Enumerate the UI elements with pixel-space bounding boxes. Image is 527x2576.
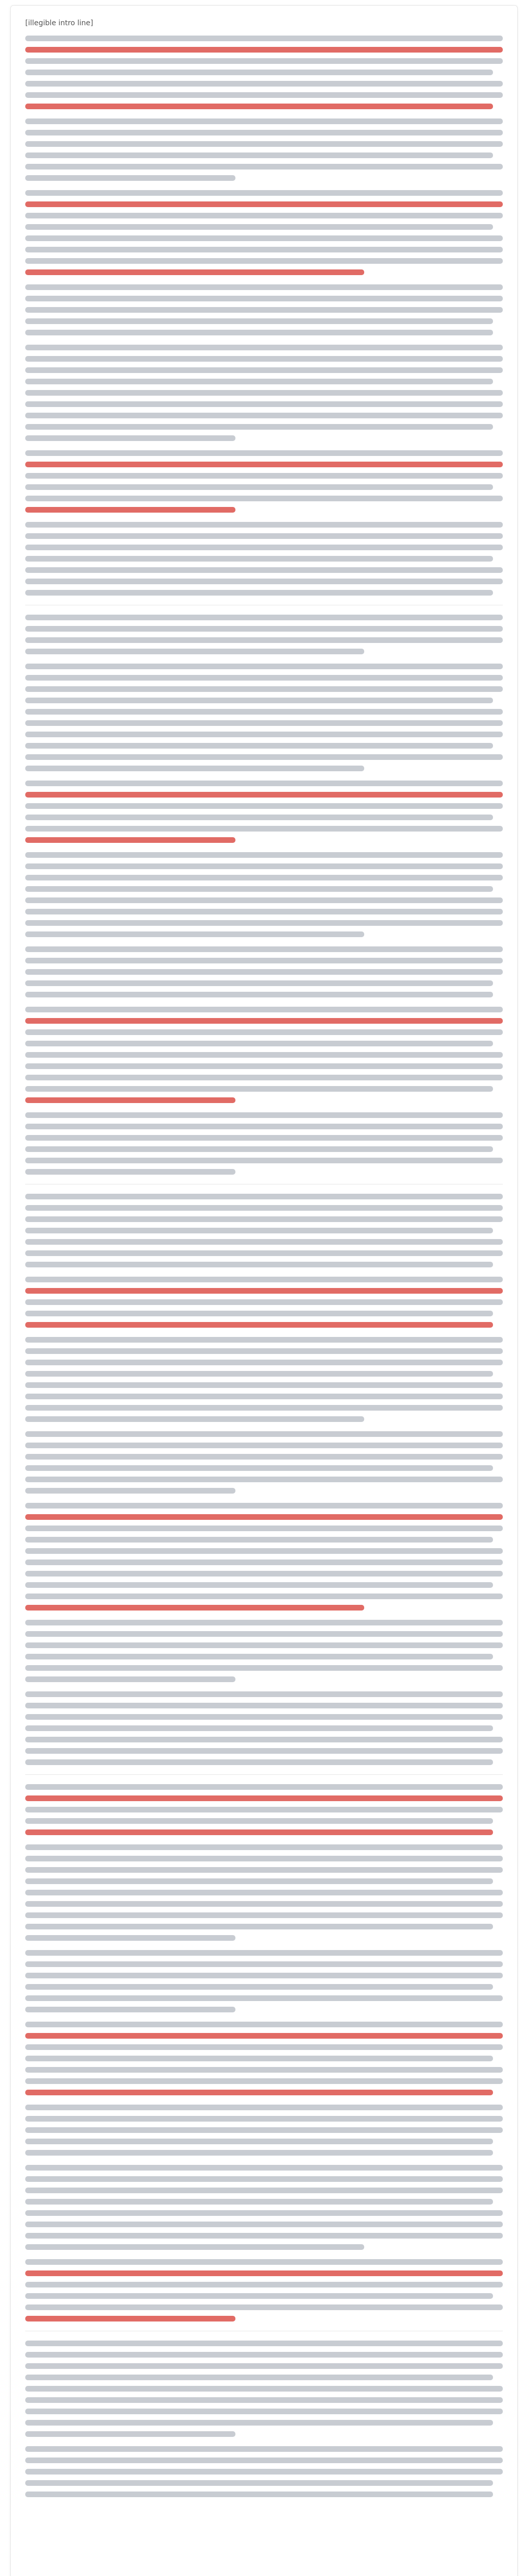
text-line <box>25 1594 503 1599</box>
text-line <box>25 1912 503 1918</box>
text-line <box>25 1691 503 1697</box>
text-line <box>25 1360 503 1365</box>
text-line <box>25 2139 493 2144</box>
text-line <box>25 626 503 632</box>
text-line <box>25 992 493 997</box>
paragraph <box>25 522 503 596</box>
text-line <box>25 1620 503 1625</box>
paragraph <box>25 2446 503 2497</box>
text-line <box>25 1250 503 1256</box>
text-line <box>25 2270 503 2276</box>
section-divider <box>25 1774 503 1775</box>
text-line <box>25 462 503 467</box>
text-line <box>25 590 493 596</box>
text-line <box>25 1961 503 1967</box>
text-line <box>25 175 235 181</box>
text-line <box>25 1844 503 1850</box>
paragraph <box>25 190 503 275</box>
text-line <box>25 47 503 53</box>
text-line <box>25 931 364 937</box>
text-line <box>25 1526 503 1531</box>
text-line <box>25 1654 493 1659</box>
text-line <box>25 2397 503 2403</box>
text-line <box>25 2492 493 2497</box>
text-line <box>25 1075 503 1080</box>
text-line <box>25 792 503 798</box>
text-line <box>25 247 503 252</box>
text-line <box>25 1135 503 1141</box>
text-line <box>25 2210 503 2216</box>
post-card <box>10 5 518 2576</box>
text-line <box>25 1169 235 1175</box>
text-line <box>25 2176 503 2182</box>
text-line <box>25 1216 503 1222</box>
paragraph <box>25 1691 503 1765</box>
text-line <box>25 1759 493 1765</box>
text-line <box>25 70 493 75</box>
text-line <box>25 1194 503 1199</box>
text-line <box>25 1063 503 1069</box>
text-line <box>25 345 503 350</box>
text-line <box>25 1007 503 1012</box>
text-line <box>25 2090 493 2095</box>
text-line <box>25 1935 235 1941</box>
text-line <box>25 1097 235 1103</box>
text-line <box>25 1784 503 1790</box>
paragraph <box>25 664 503 771</box>
text-line <box>25 1503 503 1509</box>
text-line <box>25 2480 493 2486</box>
text-line <box>25 803 503 809</box>
paragraph <box>25 946 503 997</box>
text-line <box>25 2105 503 2110</box>
text-line <box>25 1737 503 1742</box>
text-line <box>25 318 493 324</box>
text-line <box>25 675 503 681</box>
text-line <box>25 269 364 275</box>
text-line <box>25 766 364 771</box>
text-line <box>25 2458 503 2463</box>
text-line <box>25 484 493 490</box>
text-line <box>25 2386 503 2392</box>
text-line <box>25 401 503 407</box>
paragraph <box>25 345 503 441</box>
text-line <box>25 36 503 41</box>
text-line <box>25 698 493 703</box>
text-line <box>25 284 503 290</box>
text-line <box>25 1454 503 1460</box>
text-line <box>25 720 503 726</box>
text-line <box>25 1867 503 1873</box>
text-line <box>25 1018 503 1024</box>
text-line <box>25 2233 503 2239</box>
text-line <box>25 1112 503 1118</box>
text-line <box>25 1382 503 1388</box>
paragraph <box>25 1007 503 1103</box>
text-line <box>25 1560 503 1565</box>
text-line <box>25 435 235 441</box>
text-line <box>25 2188 503 2193</box>
text-line <box>25 1642 503 1648</box>
text-line <box>25 556 493 562</box>
text-line <box>25 1795 503 1801</box>
text-line <box>25 852 503 858</box>
text-line <box>25 754 503 760</box>
text-line <box>25 920 503 926</box>
paragraph <box>25 1844 503 1941</box>
text-line <box>25 1856 503 1861</box>
text-line <box>25 946 503 952</box>
text-line <box>25 1337 503 1343</box>
paragraph <box>25 1337 503 1422</box>
text-line <box>25 533 503 539</box>
text-line <box>25 307 503 313</box>
text-line <box>25 1262 493 1267</box>
paragraph <box>25 2165 503 2250</box>
text-line <box>25 2293 493 2299</box>
text-line <box>25 367 503 373</box>
text-line <box>25 522 503 528</box>
text-line <box>25 2116 503 2122</box>
text-line <box>25 732 503 737</box>
text-line <box>25 1703 503 1708</box>
text-line <box>25 424 493 430</box>
text-line <box>25 379 493 384</box>
text-line <box>25 1995 503 2001</box>
text-line <box>25 2352 503 2358</box>
text-line <box>25 863 503 869</box>
paragraph <box>25 1784 503 1835</box>
text-line <box>25 104 493 109</box>
post-intro: [illegible intro line] <box>25 19 93 27</box>
text-line <box>25 1890 503 1895</box>
text-line <box>25 1605 364 1611</box>
text-line <box>25 1901 503 1907</box>
paragraph <box>25 1431 503 1494</box>
text-line <box>25 2316 235 2321</box>
paragraph <box>25 2022 503 2095</box>
paragraph <box>25 1112 503 1175</box>
text-line <box>25 1665 503 1671</box>
paragraph <box>25 2259 503 2321</box>
text-line <box>25 2431 235 2437</box>
text-line <box>25 1973 503 1978</box>
text-line <box>25 1348 503 1354</box>
text-line <box>25 1086 493 1092</box>
text-line <box>25 980 493 986</box>
text-line <box>25 1394 503 1399</box>
text-line <box>25 2282 503 2287</box>
text-line <box>25 1443 503 1448</box>
text-line <box>25 579 503 584</box>
paragraph <box>25 2105 503 2156</box>
text-line <box>25 496 503 501</box>
text-line <box>25 2341 503 2346</box>
text-line <box>25 2222 503 2227</box>
text-line <box>25 1582 493 1588</box>
text-line <box>25 2044 503 2050</box>
text-line <box>25 1878 493 1884</box>
text-line <box>25 709 503 715</box>
text-line <box>25 969 503 975</box>
text-line <box>25 1514 503 1520</box>
text-line <box>25 164 503 170</box>
text-line <box>25 356 503 362</box>
text-line <box>25 1748 503 1754</box>
text-line <box>25 2127 503 2133</box>
text-line <box>25 1371 493 1377</box>
text-line <box>25 2078 503 2084</box>
text-line <box>25 875 503 880</box>
text-line <box>25 190 503 196</box>
text-line <box>25 2259 503 2265</box>
paragraph <box>25 450 503 513</box>
paragraph <box>25 1950 503 2012</box>
paragraph <box>25 1620 503 1682</box>
text-line <box>25 224 493 230</box>
text-line <box>25 1465 493 1471</box>
paragraph <box>25 284 503 335</box>
text-line <box>25 1029 503 1035</box>
text-line <box>25 2033 503 2039</box>
paragraph <box>25 615 503 654</box>
text-line <box>25 1052 503 1058</box>
text-line <box>25 258 503 264</box>
text-line <box>25 815 493 820</box>
text-line <box>25 2304 503 2310</box>
text-line <box>25 473 503 479</box>
text-line <box>25 1807 503 1812</box>
text-line <box>25 664 503 669</box>
text-line <box>25 1146 493 1152</box>
text-line <box>25 1205 503 1211</box>
paragraph-list <box>25 36 503 2497</box>
text-line <box>25 118 503 124</box>
text-line <box>25 2420 493 2426</box>
text-line <box>25 152 493 158</box>
text-line <box>25 1548 503 1554</box>
text-line <box>25 1322 493 1328</box>
text-line <box>25 92 503 98</box>
text-line <box>25 1950 503 1956</box>
text-line <box>25 2363 503 2369</box>
paragraph <box>25 852 503 937</box>
text-line <box>25 1239 503 1245</box>
text-line <box>25 2067 503 2073</box>
text-line <box>25 837 235 843</box>
text-line <box>25 2244 364 2250</box>
text-line <box>25 2446 503 2452</box>
text-line <box>25 213 503 218</box>
text-line <box>25 1984 493 1990</box>
text-line <box>25 1714 503 1720</box>
text-line <box>25 1676 235 1682</box>
text-line <box>25 130 503 135</box>
paragraph <box>25 118 503 181</box>
text-line <box>25 1818 493 1824</box>
text-line <box>25 330 493 335</box>
text-line <box>25 1228 493 1233</box>
text-line <box>25 1431 503 1437</box>
text-line <box>25 2165 503 2171</box>
text-line <box>25 1041 493 1046</box>
paragraph <box>25 781 503 843</box>
text-line <box>25 2007 235 2012</box>
text-line <box>25 141 503 147</box>
text-line <box>25 686 503 692</box>
post-body <box>25 17 503 2576</box>
text-line <box>25 390 503 396</box>
paragraph <box>25 1194 503 1267</box>
paragraph <box>25 36 503 109</box>
text-line <box>25 649 364 654</box>
text-line <box>25 450 503 456</box>
text-line <box>25 201 503 207</box>
text-line <box>25 2375 493 2380</box>
text-line <box>25 781 503 786</box>
text-line <box>25 1277 503 1282</box>
text-line <box>25 2469 503 2475</box>
text-line <box>25 1311 493 1316</box>
text-line <box>25 1158 503 1163</box>
text-line <box>25 413 503 418</box>
text-line <box>25 826 503 832</box>
text-line <box>25 958 503 963</box>
text-line <box>25 1829 493 1835</box>
text-line <box>25 1405 503 1411</box>
text-line <box>25 615 503 620</box>
text-line <box>25 1416 364 1422</box>
text-line <box>25 1477 503 1482</box>
text-line <box>25 2022 503 2027</box>
text-line <box>25 637 503 643</box>
text-line <box>25 296 503 301</box>
paragraph <box>25 1277 503 1328</box>
text-line <box>25 1924 493 1929</box>
text-line <box>25 909 503 914</box>
text-line <box>25 897 503 903</box>
text-line <box>25 1571 503 1577</box>
text-line <box>25 1725 493 1731</box>
text-line <box>25 58 503 64</box>
text-line <box>25 1537 493 1543</box>
paragraph <box>25 2341 503 2437</box>
text-line <box>25 2056 493 2061</box>
text-line <box>25 545 503 550</box>
text-line <box>25 1124 503 1129</box>
text-line <box>25 1288 503 1294</box>
text-line <box>25 2199 493 2205</box>
text-line <box>25 235 503 241</box>
text-line <box>25 886 493 892</box>
text-line <box>25 743 493 749</box>
text-line <box>25 81 503 87</box>
text-line <box>25 2409 503 2414</box>
text-line <box>25 567 503 573</box>
text-line <box>25 507 235 513</box>
paragraph <box>25 1503 503 1611</box>
text-line <box>25 1631 503 1637</box>
text-line <box>25 1299 503 1305</box>
text-line <box>25 2150 493 2156</box>
text-line <box>25 1488 235 1494</box>
